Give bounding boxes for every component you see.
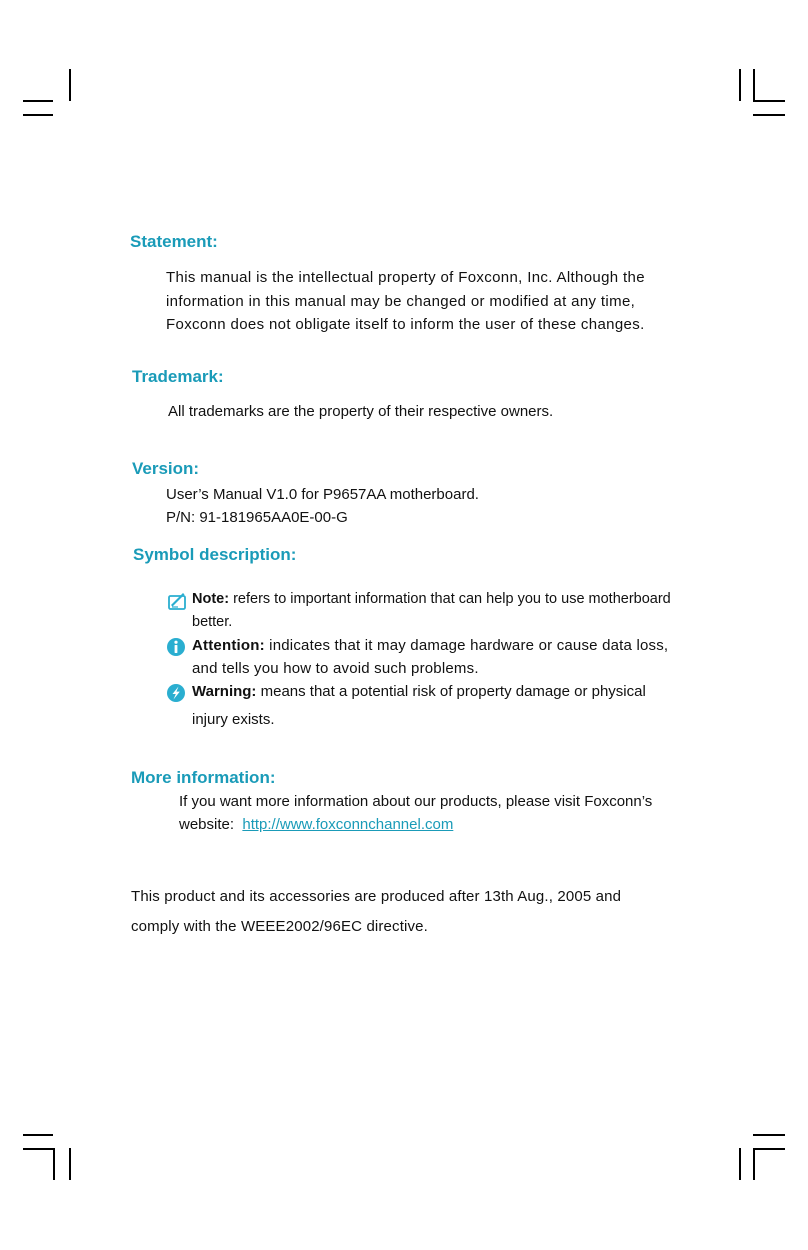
symbol-description-heading: Symbol description:	[133, 545, 297, 564]
note-label: Note:	[192, 591, 230, 607]
note-text: refers to important information that can help you to use motherboard	[229, 591, 671, 607]
weee-statement-line-2: comply with the WEEE2002/96EC directive.	[131, 918, 428, 935]
attention-text: indicates that it may damage hardware or cause data loss,	[264, 637, 669, 654]
trademark-text: All trademarks are the property of their respective owners.	[168, 403, 554, 420]
trademark-heading: Trademark:	[132, 367, 224, 386]
warning-label: Warning:	[192, 683, 257, 700]
note-text-line-2: better.	[192, 614, 233, 630]
website-label: website:	[179, 816, 243, 833]
weee-statement	[131, 882, 621, 942]
website-link[interactable]: http://www.foxconnchannel.com	[242, 816, 454, 833]
statement-line-2: information in this manual may be changed or modified at any time,	[166, 292, 636, 310]
warning-text: means that a potential risk of property damage or physical	[256, 683, 646, 700]
warning-text-line-2: injury exists.	[192, 711, 275, 728]
warning-icon	[166, 683, 186, 703]
attention-label: Attention:	[192, 637, 265, 654]
attention-icon	[166, 637, 186, 657]
statement-heading: Statement:	[130, 232, 218, 251]
warning-description	[192, 680, 722, 731]
weee-statement-line-1: This product and its accessories are produced after 13th Aug., 2005 and	[131, 888, 622, 905]
version-heading: Version:	[132, 459, 200, 478]
statement-line-1: This manual is the intellectual property of Foxconn, Inc. Although the	[166, 269, 645, 286]
statement-line-3: Foxconn does not obligate itself to inform the user of these changes.	[166, 316, 645, 333]
note-description	[192, 588, 712, 634]
more-information-line-2	[179, 813, 652, 836]
attention-text-line-2: and tells you how to avoid such problems.	[192, 660, 479, 677]
statement-body	[166, 266, 645, 337]
more-information-line-1: If you want more information about our products, please visit Foxconn’s	[179, 793, 653, 810]
version-line-1: User’s Manual V1.0 for P9657AA motherboard.	[166, 486, 479, 503]
more-information-heading: More information:	[131, 768, 276, 787]
version-part-number: P/N: 91-181965AA0E-00-G	[166, 509, 348, 526]
more-information-body	[179, 790, 652, 836]
note-icon	[167, 591, 187, 611]
attention-description	[192, 634, 722, 680]
